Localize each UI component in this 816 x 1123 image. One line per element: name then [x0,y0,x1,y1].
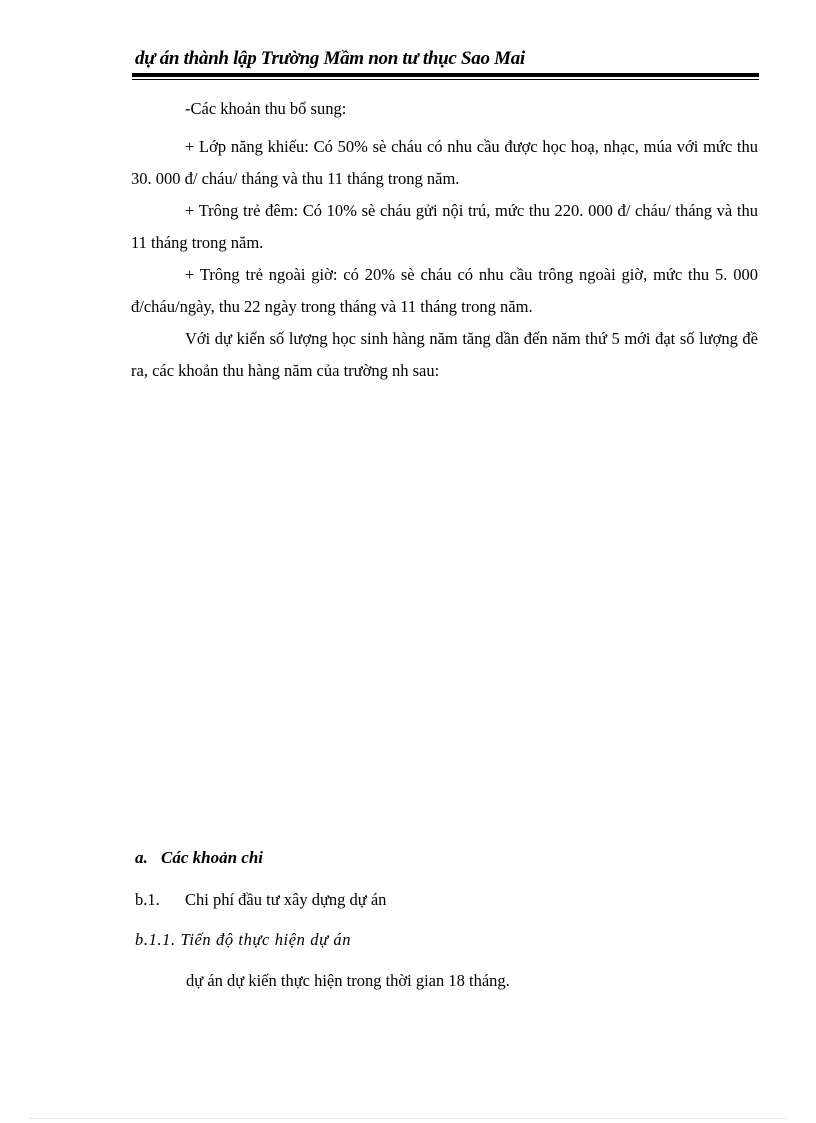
paragraph-overtime-care: + Trông trẻ ngoài giờ: có 20% sè cháu có nhu cầu trông ngoài giờ, mức thu 5. 000 đ/cháu/ngày, thu 22 ngày trong tháng và 11 tháng trong năm. [131,265,758,316]
footer-dotted-line [30,1118,786,1119]
header-rule-thin [132,79,759,80]
section-b1-number: b.1. [135,890,160,909]
paragraph-talent-class: + Lớp năng khiếu: Có 50% sè cháu có nhu cầu được học hoạ, nhạc, múa với mức thu 30. 000 đ/ cháu/ tháng và thu 11 tháng trong năm. [131,137,758,188]
section-a-label: a. [135,848,148,867]
schedule-text: dự án dự kiến thực hiện trong thời gian 18 tháng. [186,971,510,990]
supplementary-heading: -Các khoản thu bổ sung: [185,99,347,118]
paragraph-night-care: + Trông trẻ đêm: Có 10% sè cháu gửi nội trú, mức thu 220. 000 đ/ cháu/ tháng và thu 11 tháng trong năm. [131,201,758,252]
section-a-heading [135,848,263,868]
paragraph-enrollment-forecast: Với dự kiến số lượng học sinh hàng năm tăng dần đến năm thứ 5 mới đạt số lượng đề ra, các khoản thu hàng năm của trường nh sau: [131,329,758,380]
header-rule-thick [132,73,759,77]
section-b1-heading [135,890,386,910]
section-b11-heading: b.1.1. Tiến độ thực hiện dự án [135,930,352,949]
section-b1-title: Chi phí đầu tư xây dựng dự án [185,890,387,909]
section-a-title: Các khoản chi [161,848,264,867]
page-header-title: dự án thành lập Trường Mầm non tư thục Sao Mai [135,48,525,69]
